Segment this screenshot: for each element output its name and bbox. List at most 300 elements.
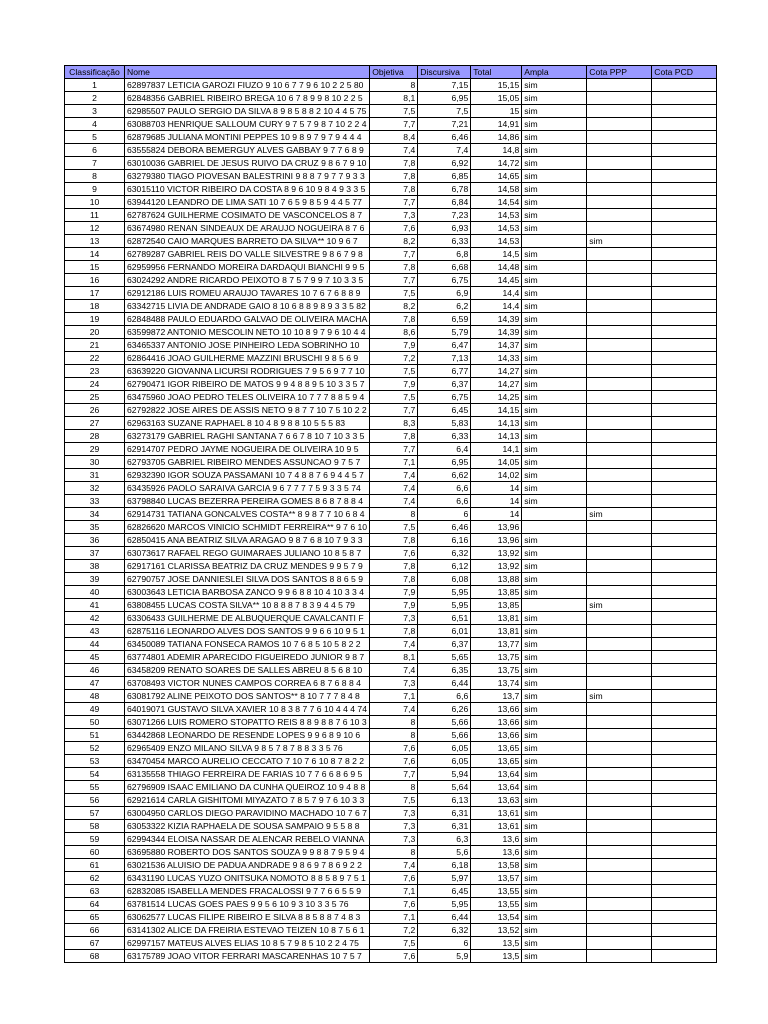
cell-ampla: sim [522, 885, 587, 898]
table-row [65, 430, 717, 443]
cell-classificacao: 59 [65, 833, 125, 846]
cell-discursiva: 6,77 [418, 365, 471, 378]
cell-ampla: sim [522, 79, 587, 92]
cell-nome: 63053322 KIZIA RAPHAELA DE SOUSA SAMPAIO 9 5 5 8 8 [125, 820, 370, 833]
cell-classificacao: 11 [65, 209, 125, 222]
cell-cota-pcd [652, 430, 717, 443]
cell-classificacao: 8 [65, 170, 125, 183]
cell-objetiva: 8 [370, 846, 418, 859]
cell-nome: 63808455 LUCAS COSTA SILVA** 10 8 8 8 7 8 3 9 4 4 5 79 [125, 599, 370, 612]
cell-cota-pcd [652, 378, 717, 391]
cell-cota-pcd [652, 677, 717, 690]
cell-discursiva: 6,45 [418, 404, 471, 417]
cell-objetiva: 7,1 [370, 456, 418, 469]
cell-cota-pcd [652, 495, 717, 508]
cell-objetiva: 7,8 [370, 157, 418, 170]
cell-cota-ppp [587, 638, 652, 651]
cell-discursiva: 6,85 [418, 170, 471, 183]
cell-objetiva: 7,8 [370, 313, 418, 326]
cell-cota-pcd [652, 573, 717, 586]
cell-nome: 64019071 GUSTAVO SILVA XAVIER 10 8 3 8 7 7 6 10 4 4 4 74 [125, 703, 370, 716]
cell-ampla: sim [522, 469, 587, 482]
cell-discursiva: 5,6 [418, 846, 471, 859]
cell-classificacao: 37 [65, 547, 125, 560]
cell-nome: 63273179 GABRIEL RAGHI SANTANA 7 6 6 7 8 10 7 10 3 3 5 [125, 430, 370, 443]
cell-nome: 63708493 VICTOR NUNES CAMPOS CORREA 6 8 7 6 8 8 4 [125, 677, 370, 690]
cell-classificacao: 33 [65, 495, 125, 508]
table-row [65, 911, 717, 924]
cell-cota-ppp [587, 300, 652, 313]
cell-total: 14,58 [471, 183, 522, 196]
cell-total: 14,48 [471, 261, 522, 274]
cell-classificacao: 17 [65, 287, 125, 300]
table-row [65, 469, 717, 482]
cell-nome: 63279380 TIAGO PIOVESAN BALESTRINI 9 8 8 7 9 7 7 9 3 3 [125, 170, 370, 183]
cell-cota-ppp [587, 807, 652, 820]
cell-ampla: sim [522, 560, 587, 573]
cell-discursiva: 5,94 [418, 768, 471, 781]
cell-classificacao: 38 [65, 560, 125, 573]
cell-total: 13,77 [471, 638, 522, 651]
cell-ampla: sim [522, 755, 587, 768]
cell-ampla: sim [522, 456, 587, 469]
cell-ampla: sim [522, 92, 587, 105]
header-discursiva: Discursiva [418, 66, 471, 79]
cell-cota-ppp [587, 144, 652, 157]
cell-cota-pcd [652, 924, 717, 937]
cell-discursiva: 6,33 [418, 430, 471, 443]
cell-classificacao: 51 [65, 729, 125, 742]
table-row [65, 742, 717, 755]
cell-nome: 63024292 ANDRE RICARDO PEIXOTO 8 7 5 7 9 9 7 10 3 3 5 [125, 274, 370, 287]
cell-objetiva: 7,6 [370, 742, 418, 755]
cell-discursiva: 6,32 [418, 924, 471, 937]
cell-cota-pcd [652, 300, 717, 313]
cell-cota-pcd [652, 911, 717, 924]
cell-cota-pcd [652, 79, 717, 92]
table-row [65, 885, 717, 898]
cell-ampla: sim [522, 534, 587, 547]
cell-classificacao: 48 [65, 690, 125, 703]
cell-objetiva: 7,9 [370, 378, 418, 391]
cell-objetiva: 7,5 [370, 287, 418, 300]
cell-discursiva: 6,6 [418, 495, 471, 508]
cell-cota-ppp [587, 716, 652, 729]
table-row [65, 105, 717, 118]
cell-classificacao: 47 [65, 677, 125, 690]
cell-total: 13,85 [471, 599, 522, 612]
cell-ampla: sim [522, 937, 587, 950]
cell-classificacao: 45 [65, 651, 125, 664]
cell-classificacao: 62 [65, 872, 125, 885]
cell-classificacao: 22 [65, 352, 125, 365]
cell-discursiva: 6,4 [418, 443, 471, 456]
cell-cota-ppp [587, 118, 652, 131]
cell-objetiva: 7,8 [370, 560, 418, 573]
table-row [65, 287, 717, 300]
cell-nome: 62826620 MARCOS VINICIO SCHMIDT FERREIRA** 9 7 6 10 [125, 521, 370, 534]
cell-objetiva: 7,7 [370, 443, 418, 456]
cell-total: 13,81 [471, 625, 522, 638]
cell-cota-pcd [652, 729, 717, 742]
cell-discursiva: 6,95 [418, 92, 471, 105]
cell-objetiva: 7,1 [370, 885, 418, 898]
cell-discursiva: 6,51 [418, 612, 471, 625]
cell-total: 14,45 [471, 274, 522, 287]
cell-nome: 63306433 GUILHERME DE ALBUQUERQUE CAVALCANTI F [125, 612, 370, 625]
cell-nome: 63342715 LIVIA DE ANDRADE GAIO 8 10 6 8 8 9 8 9 3 3 5 82 [125, 300, 370, 313]
cell-objetiva: 7,6 [370, 222, 418, 235]
cell-nome: 63071266 LUIS ROMERO STOPATTO REIS 8 8 9 8 8 7 6 10 3 [125, 716, 370, 729]
cell-cota-pcd [652, 560, 717, 573]
cell-discursiva: 6,08 [418, 573, 471, 586]
cell-cota-ppp [587, 820, 652, 833]
cell-total: 13,85 [471, 586, 522, 599]
cell-nome: 62963163 SUZANE RAPHAEL 8 10 4 8 9 8 8 10 5 5 5 83 [125, 417, 370, 430]
cell-total: 15,15 [471, 79, 522, 92]
cell-objetiva: 7,3 [370, 209, 418, 222]
cell-ampla: sim [522, 495, 587, 508]
cell-ampla [522, 521, 587, 534]
cell-discursiva: 5,65 [418, 651, 471, 664]
cell-ampla: sim [522, 716, 587, 729]
cell-classificacao: 55 [65, 781, 125, 794]
cell-cota-pcd [652, 547, 717, 560]
cell-discursiva: 6,26 [418, 703, 471, 716]
table-row [65, 339, 717, 352]
table-row [65, 521, 717, 534]
cell-objetiva: 8 [370, 79, 418, 92]
cell-cota-pcd [652, 365, 717, 378]
cell-classificacao: 46 [65, 664, 125, 677]
cell-discursiva: 6 [418, 937, 471, 950]
cell-classificacao: 10 [65, 196, 125, 209]
cell-cota-ppp [587, 430, 652, 443]
cell-total: 15,05 [471, 92, 522, 105]
cell-classificacao: 32 [65, 482, 125, 495]
table-row [65, 508, 717, 521]
table-row [65, 716, 717, 729]
cell-ampla: sim [522, 651, 587, 664]
cell-discursiva: 6,6 [418, 482, 471, 495]
cell-nome: 63010036 GABRIEL DE JESUS RUIVO DA CRUZ 9 8 6 7 9 10 [125, 157, 370, 170]
cell-discursiva: 5,64 [418, 781, 471, 794]
cell-nome: 62994344 ELOISA NASSAR DE ALENCAR REBELO VIANNA [125, 833, 370, 846]
cell-ampla [522, 599, 587, 612]
cell-discursiva: 6,3 [418, 833, 471, 846]
cell-classificacao: 64 [65, 898, 125, 911]
cell-classificacao: 52 [65, 742, 125, 755]
cell-cota-ppp: sim [587, 508, 652, 521]
cell-cota-pcd [652, 716, 717, 729]
cell-cota-ppp [587, 417, 652, 430]
table-row [65, 651, 717, 664]
cell-discursiva: 6,12 [418, 560, 471, 573]
cell-total: 13,74 [471, 677, 522, 690]
cell-objetiva: 7,2 [370, 924, 418, 937]
cell-cota-ppp [587, 79, 652, 92]
cell-cota-ppp [587, 651, 652, 664]
cell-cota-ppp [587, 521, 652, 534]
cell-nome: 63442868 LEONARDO DE RESENDE LOPES 9 9 6 8 9 10 6 [125, 729, 370, 742]
table-row [65, 794, 717, 807]
table-row [65, 586, 717, 599]
cell-cota-ppp [587, 937, 652, 950]
cell-discursiva: 6,62 [418, 469, 471, 482]
table-row [65, 625, 717, 638]
cell-cota-pcd [652, 950, 717, 963]
cell-ampla: sim [522, 261, 587, 274]
cell-cota-pcd [652, 872, 717, 885]
cell-nome: 62832085 ISABELLA MENDES FRACALOSSI 9 7 7 6 6 5 5 9 [125, 885, 370, 898]
cell-classificacao: 5 [65, 131, 125, 144]
cell-objetiva: 7,7 [370, 768, 418, 781]
cell-cota-ppp [587, 950, 652, 963]
cell-discursiva: 6 [418, 508, 471, 521]
cell-discursiva: 5,95 [418, 599, 471, 612]
cell-cota-ppp [587, 443, 652, 456]
cell-classificacao: 57 [65, 807, 125, 820]
cell-total: 14,13 [471, 417, 522, 430]
cell-cota-pcd [652, 339, 717, 352]
cell-objetiva: 7,8 [370, 625, 418, 638]
cell-classificacao: 39 [65, 573, 125, 586]
cell-cota-ppp [587, 729, 652, 742]
cell-discursiva: 5,9 [418, 950, 471, 963]
cell-cota-pcd [652, 417, 717, 430]
table-row [65, 612, 717, 625]
cell-total: 13,66 [471, 729, 522, 742]
table-row [65, 833, 717, 846]
cell-cota-ppp [587, 911, 652, 924]
cell-objetiva: 7,5 [370, 391, 418, 404]
cell-ampla: sim [522, 794, 587, 807]
cell-discursiva: 6,01 [418, 625, 471, 638]
cell-cota-ppp [587, 261, 652, 274]
cell-nome: 63798840 LUCAS BEZERRA PEREIRA GOMES 8 6 8 7 8 8 4 [125, 495, 370, 508]
cell-objetiva: 7,7 [370, 196, 418, 209]
cell-cota-ppp [587, 534, 652, 547]
cell-classificacao: 49 [65, 703, 125, 716]
cell-total: 14,4 [471, 287, 522, 300]
cell-classificacao: 36 [65, 534, 125, 547]
cell-cota-ppp [587, 92, 652, 105]
cell-objetiva: 7,5 [370, 521, 418, 534]
cell-ampla: sim [522, 820, 587, 833]
table-row [65, 196, 717, 209]
cell-cota-pcd [652, 755, 717, 768]
table-row [65, 378, 717, 391]
cell-classificacao: 26 [65, 404, 125, 417]
cell-cota-ppp [587, 274, 652, 287]
cell-cota-pcd [652, 469, 717, 482]
table-row [65, 157, 717, 170]
cell-classificacao: 44 [65, 638, 125, 651]
cell-total: 14,54 [471, 196, 522, 209]
cell-ampla: sim [522, 625, 587, 638]
cell-nome: 63141302 ALICE DA FREIRIA ESTEVAO TEIZEN 10 8 7 5 6 1 [125, 924, 370, 937]
cell-nome: 62917161 CLARISSA BEATRIZ DA CRUZ MENDES 9 9 5 7 9 [125, 560, 370, 573]
cell-discursiva: 6,35 [418, 664, 471, 677]
header-ampla: Ampla [522, 66, 587, 79]
cell-classificacao: 3 [65, 105, 125, 118]
table-row [65, 144, 717, 157]
cell-cota-ppp [587, 898, 652, 911]
cell-nome: 62875116 LEONARDO ALVES DOS SANTOS 9 9 6 6 10 9 5 1 [125, 625, 370, 638]
cell-cota-ppp [587, 222, 652, 235]
cell-classificacao: 6 [65, 144, 125, 157]
cell-cota-ppp [587, 391, 652, 404]
cell-classificacao: 58 [65, 820, 125, 833]
cell-discursiva: 7,15 [418, 79, 471, 92]
cell-cota-pcd [652, 807, 717, 820]
cell-cota-ppp [587, 248, 652, 261]
cell-nome: 63135558 THIAGO FERREIRA DE FARIAS 10 7 7 6 6 8 6 9 5 [125, 768, 370, 781]
cell-objetiva: 7,5 [370, 794, 418, 807]
cell-total: 13,64 [471, 768, 522, 781]
cell-nome: 63088703 HENRIQUE SALLOUM CURY 9 7 5 7 9 8 7 10 2 2 4 [125, 118, 370, 131]
cell-cota-pcd [652, 183, 717, 196]
header-row [65, 66, 717, 79]
cell-total: 14,1 [471, 443, 522, 456]
cell-cota-pcd [652, 131, 717, 144]
table-row [65, 456, 717, 469]
cell-nome: 63062577 LUCAS FILIPE RIBEIRO E SILVA 8 8 5 8 8 7 4 8 3 [125, 911, 370, 924]
cell-cota-ppp [587, 196, 652, 209]
cell-ampla [522, 508, 587, 521]
cell-objetiva: 7,5 [370, 105, 418, 118]
cell-objetiva: 7,4 [370, 664, 418, 677]
cell-nome: 62864416 JOAO GUILHERME MAZZINI BRUSCHI 9 8 5 6 9 [125, 352, 370, 365]
cell-cota-ppp [587, 157, 652, 170]
cell-objetiva: 7,4 [370, 703, 418, 716]
cell-classificacao: 65 [65, 911, 125, 924]
cell-objetiva: 7,8 [370, 573, 418, 586]
cell-cota-pcd [652, 287, 717, 300]
cell-nome: 63781514 LUCAS GOES PAES 9 9 5 6 10 9 3 10 3 3 5 76 [125, 898, 370, 911]
cell-classificacao: 21 [65, 339, 125, 352]
cell-cota-pcd [652, 352, 717, 365]
cell-classificacao: 20 [65, 326, 125, 339]
cell-total: 14,37 [471, 339, 522, 352]
cell-discursiva: 6,6 [418, 690, 471, 703]
cell-total: 14,25 [471, 391, 522, 404]
cell-cota-pcd [652, 196, 717, 209]
cell-total: 13,65 [471, 742, 522, 755]
cell-ampla: sim [522, 391, 587, 404]
cell-classificacao: 53 [65, 755, 125, 768]
cell-total: 13,6 [471, 833, 522, 846]
table-row [65, 560, 717, 573]
cell-classificacao: 66 [65, 924, 125, 937]
cell-ampla: sim [522, 274, 587, 287]
cell-discursiva: 6,37 [418, 638, 471, 651]
table-row [65, 755, 717, 768]
header-total: Total [471, 66, 522, 79]
cell-ampla: sim [522, 144, 587, 157]
cell-total: 14,72 [471, 157, 522, 170]
cell-objetiva: 7,4 [370, 495, 418, 508]
cell-nome: 63599872 ANTONIO MESCOLIN NETO 10 10 8 9 7 9 6 10 4 4 [125, 326, 370, 339]
cell-ampla: sim [522, 222, 587, 235]
cell-ampla: sim [522, 846, 587, 859]
cell-cota-pcd [652, 625, 717, 638]
cell-ampla: sim [522, 417, 587, 430]
cell-total: 13,54 [471, 911, 522, 924]
cell-total: 13,55 [471, 898, 522, 911]
cell-cota-pcd [652, 326, 717, 339]
cell-cota-pcd [652, 859, 717, 872]
cell-classificacao: 25 [65, 391, 125, 404]
cell-total: 13,5 [471, 950, 522, 963]
cell-objetiva: 8,3 [370, 417, 418, 430]
cell-ampla: sim [522, 430, 587, 443]
cell-nome: 62848356 GABRIEL RIBEIRO BREGA 10 6 7 8 9 9 8 10 2 2 5 [125, 92, 370, 105]
cell-cota-pcd [652, 404, 717, 417]
cell-classificacao: 23 [65, 365, 125, 378]
cell-cota-ppp [587, 924, 652, 937]
table-row [65, 599, 717, 612]
cell-ampla: sim [522, 300, 587, 313]
cell-cota-pcd [652, 742, 717, 755]
cell-total: 13,75 [471, 664, 522, 677]
cell-ampla: sim [522, 703, 587, 716]
cell-cota-ppp [587, 287, 652, 300]
cell-cota-pcd [652, 898, 717, 911]
table-row [65, 820, 717, 833]
cell-ampla: sim [522, 729, 587, 742]
cell-total: 13,58 [471, 859, 522, 872]
table-row [65, 859, 717, 872]
cell-classificacao: 41 [65, 599, 125, 612]
cell-discursiva: 6,05 [418, 742, 471, 755]
cell-total: 14 [471, 482, 522, 495]
cell-classificacao: 12 [65, 222, 125, 235]
cell-classificacao: 50 [65, 716, 125, 729]
cell-objetiva: 7,5 [370, 365, 418, 378]
cell-discursiva: 5,79 [418, 326, 471, 339]
cell-cota-ppp [587, 131, 652, 144]
cell-total: 13,66 [471, 716, 522, 729]
table-row [65, 131, 717, 144]
cell-ampla: sim [522, 924, 587, 937]
cell-cota-pcd [652, 794, 717, 807]
cell-total: 13,96 [471, 521, 522, 534]
cell-cota-ppp [587, 664, 652, 677]
cell-nome: 62793705 GABRIEL RIBEIRO MENDES ASSUNCAO 9 7 5 7 [125, 456, 370, 469]
cell-classificacao: 29 [65, 443, 125, 456]
table-row [65, 443, 717, 456]
cell-total: 14,53 [471, 235, 522, 248]
table-row [65, 846, 717, 859]
table-row [65, 703, 717, 716]
cell-ampla: sim [522, 248, 587, 261]
cell-total: 14,05 [471, 456, 522, 469]
cell-nome: 63695880 ROBERTO DOS SANTOS SOUZA 9 9 8 8 7 9 5 9 4 [125, 846, 370, 859]
cell-ampla: sim [522, 664, 587, 677]
cell-nome: 62921614 CARLA GISHITOMI MIYAZATO 7 8 5 7 9 7 6 10 3 3 [125, 794, 370, 807]
cell-total: 14,39 [471, 313, 522, 326]
cell-classificacao: 18 [65, 300, 125, 313]
cell-discursiva: 6,75 [418, 391, 471, 404]
table-row [65, 807, 717, 820]
cell-discursiva: 6,46 [418, 521, 471, 534]
header-classificacao: Classificação [65, 66, 125, 79]
cell-discursiva: 5,97 [418, 872, 471, 885]
cell-total: 14 [471, 495, 522, 508]
cell-classificacao: 13 [65, 235, 125, 248]
cell-classificacao: 16 [65, 274, 125, 287]
